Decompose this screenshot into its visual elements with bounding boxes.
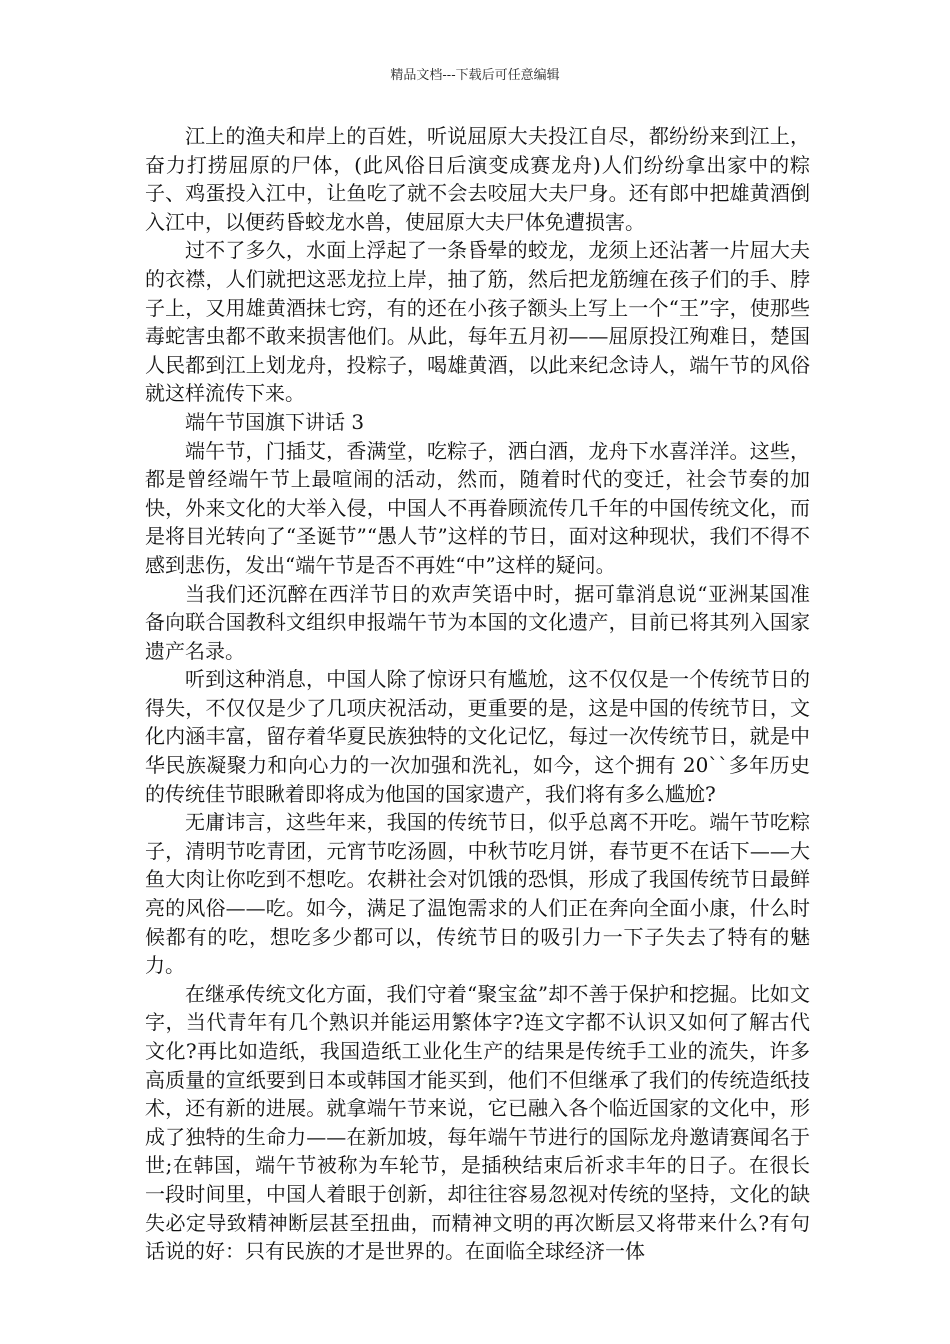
section-heading: 端午节国旗下讲话 3 [185, 409, 365, 434]
paragraph: 听到这种消息，中国人除了惊讶只有尴尬，这不仅仅是一个传统节日的得失，不仅仅是少了几项庆祝活动，更重要的是，这是中国的传统节日，文化内涵丰富，留存着华夏民族独特的文化记忆，每过一次传统节日，就是中华民族凝聚力和向心力的一次加强和洗礼，如今，这个拥有 20``多年历史的传统佳节眼瞅着即将成为他国的国家遗产，我们将有多么尴尬? [145, 667, 810, 806]
paragraph: 当我们还沉醉在西洋节日的欢声笑语中时，据可靠消息说“亚洲某国准备向联合国教科文组织申报端午节为本国的文化遗产，目前已将其列入国家遗产名录。 [145, 581, 810, 663]
paragraph: 在继承传统文化方面，我们守着“聚宝盆”却不善于保护和挖掘。比如文字，当代青年有几个熟识并能运用繁体字?连文字都不认识又如何了解古代文化?再比如造纸，我国造纸工业化生产的结果是传统手工业的流失，许多高质量的宣纸要到日本或韩国才能买到，他们不但继承了我们的传统造纸技术，还有新的进展。就拿端午节来说，它已融入各个临近国家的文化中，形成了独特的生命力——在新加坡，每年端午节进行的国际龙舟邀请赛闻名于世;在韩国，端午节被称为车轮节，是插秧结束后祈求丰年的日子。在很长一段时间里，中国人着眼于创新，却往往容易忽视对传统的坚持，文化的缺失必定导致精神断层甚至扭曲，而精神文明的再次断层又将带来什么?有句话说的好：只有民族的才是世界的。在面临全球经济一体 [145, 981, 810, 1264]
paragraph: 端午节，门插艾，香满堂，吃粽子，洒白酒，龙舟下水喜洋洋。这些，都是曾经端午节上最喧闹的活动，然而，随着时代的变迁，社会节奏的加快，外来文化的大举入侵，中国人不再眷顾流传几千年的中国传统文化，而是将目光转向了“圣诞节”“愚人节”这样的节日，面对这种现状，我们不得不感到悲伤，发出“端午节是否不再姓“中”这样的疑问。 [145, 438, 810, 577]
paragraph: 无庸讳言，这些年来，我国的传统节日，似乎总离不开吃。端午节吃粽子，清明节吃青团，元宵节吃汤圆，中秋节吃月饼，春节更不在话下——大鱼大肉让你吃到不想吃。农耕社会对饥饿的恐惧，形成了我国传统节日最鲜亮的风俗——吃。如今，满足了温饱需求的人们正在奔向全面小康，什么时候都有的吃，想吃多少都可以，传统节日的吸引力一下子失去了特有的魅力。 [145, 810, 810, 978]
page-header: 精品文档---下载后可任意编辑 [390, 68, 560, 83]
paragraph: 江上的渔夫和岸上的百姓，听说屈原大夫投江自尽，都纷纷来到江上，奋力打捞屈原的尸体，(此风俗日后演变成赛龙舟)人们纷纷拿出家中的粽子、鸡蛋投入江中，让鱼吃了就不会去咬屈大夫尸身。还有郎中把雄黄酒倒入江中，以便药昏蛟龙水兽，使屈原大夫尸体免遭损害。 [145, 124, 810, 234]
document-body [145, 122, 810, 1266]
paragraph: 过不了多久，水面上浮起了一条昏晕的蛟龙，龙须上还沾著一片屈大夫的衣襟，人们就把这恶龙拉上岸，抽了筋，然后把龙筋缠在孩子们的手、脖子上，又用雄黄酒抹七窍，有的还在小孩子额头上写上一个“王”字，使那些毒蛇害虫都不敢来损害他们。从此，每年五月初——屈原投江殉难日，楚国人民都到江上划龙舟，投粽子，喝雄黄酒，以此来纪念诗人，端午节的风俗就这样流传下来。 [145, 238, 810, 406]
